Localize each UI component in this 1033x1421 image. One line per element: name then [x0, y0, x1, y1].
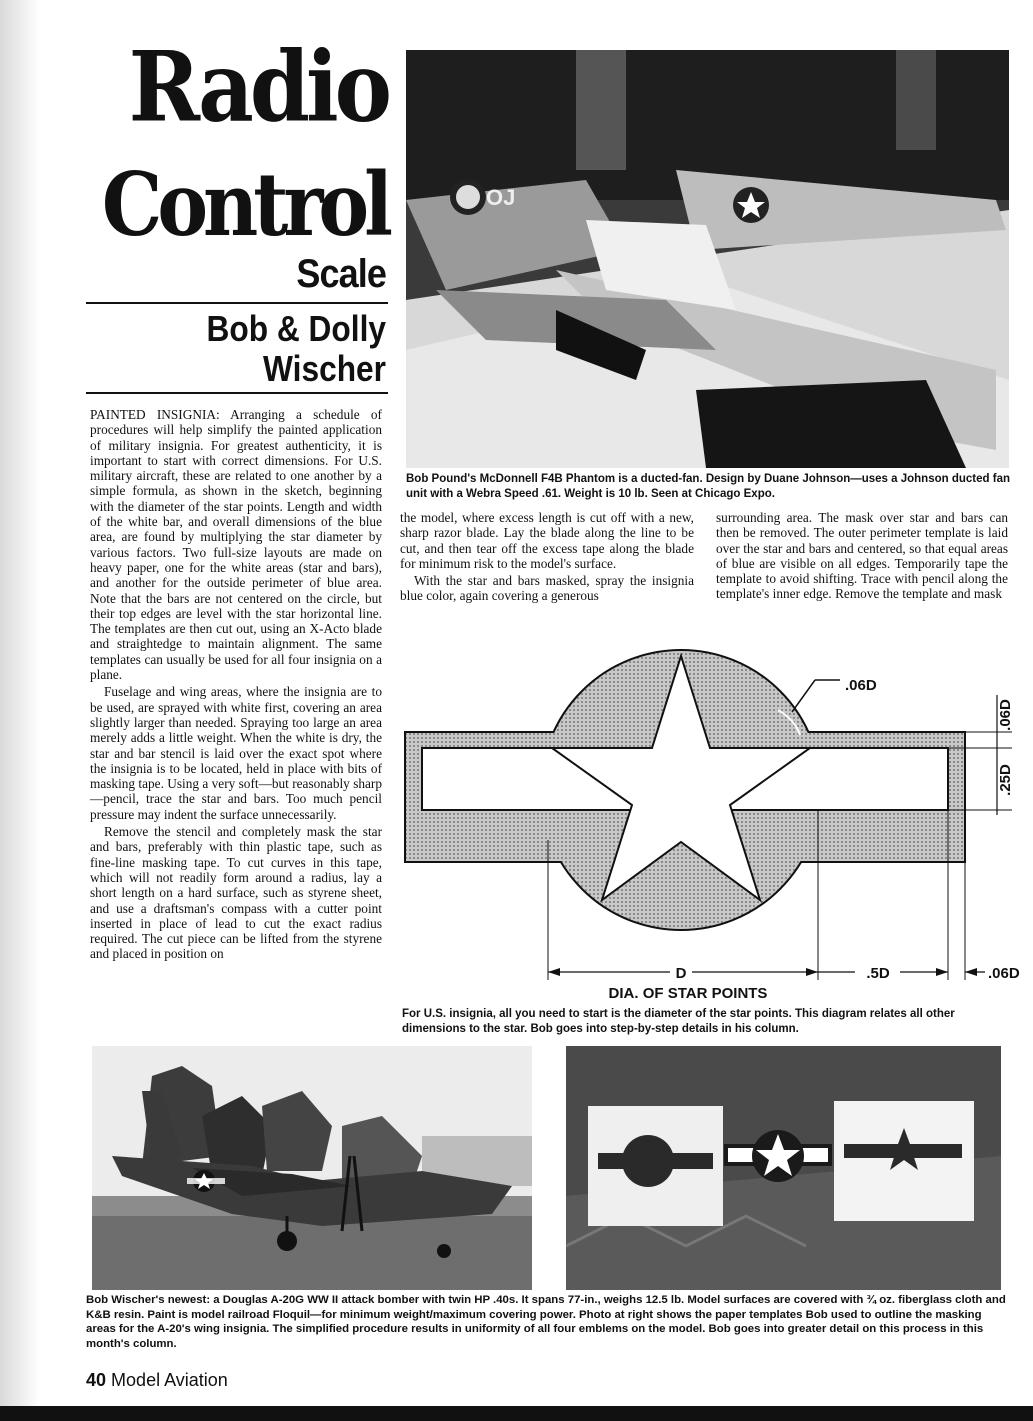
article-column-3	[716, 510, 1008, 604]
insignia-diagram	[400, 640, 1020, 1005]
label-06d-bottom: .06D	[988, 965, 1020, 982]
magazine-name: Model Aviation	[111, 1370, 228, 1390]
label-06d-right: .06D	[997, 699, 1014, 731]
title-rule-top	[86, 302, 388, 304]
title-scale: Scale	[296, 252, 386, 296]
author-line-2: Wischer	[263, 348, 386, 389]
col2-para-2: With the star and bars masked, spray the insignia blue color, again covering a generous	[400, 573, 694, 604]
label-dia-star-points: DIA. OF STAR POINTS	[608, 985, 768, 1002]
col3-para-1: surrounding area. The mask over star and bars can then be removed. The outer perimeter template is laid over the star and bars and centered, so that equal areas of blue are visible on all edges. Temporarily tape the template to avoid shifting. Trace with pencil along the template's inner edge. Remove the template and mask	[716, 510, 1008, 602]
title-rule-bottom	[86, 392, 388, 394]
author-line-1: Bob & Dolly	[206, 308, 386, 349]
label-d: D	[675, 965, 687, 982]
page-edge-shadow	[0, 0, 40, 1421]
title-control: Control	[101, 154, 388, 256]
title-radio: Radio	[128, 31, 388, 145]
bottom-photos-caption: Bob Wischer's newest: a Douglas A-20G WW II attack bomber with twin HP .40s. It spans 77-in., weighs 12.5 lb. Model surfaces are covered with ¾ oz. fiberglass cloth and K&B resin. Paint is model railroad Floquil—for minimum weight/maximum covering power. Photo at right shows the paper templates Bob used to outline the masking areas for the A-20's wing insignia. The simplified procedure results in uniformity of all four emblems on the model. Bob goes into greater detail on this process in this month's column.	[86, 1294, 1006, 1350]
diagram-caption: For U.S. insignia, all you need to start is the diameter of the star points. This diagram relates all other dimensions to the star. Bob goes into step-by-step details in his column.	[402, 1008, 955, 1035]
article-column-2	[400, 510, 694, 606]
page-footer	[86, 1370, 228, 1391]
photo-phantom-graphic	[406, 50, 1009, 468]
col1-para-1: PAINTED INSIGNIA: Arranging a schedule of procedures will help simplify the painted application of military insignia. For greatest authenticity, it is important to start with correct dimensions. For U.S. military aircraft, these are related to one another by a simple formula, as shown in the sketch, beginning with the diameter of the star points. Length and width of the white bar, and overall dimensions of the blue area, are found by multiplying the star diameter by various factors. Two full-size layouts are made on heavy paper, one for the white areas (star and bars), and another for the outside perimeter of blue area. Note that the bars are not centered on the circle, but their top edges are level with the star horizontal line. The templates are then cut out, using an X-Acto blade and straightedge to maintain alignment. The same templates can usually be used for all four insignia on a plane.	[90, 407, 382, 683]
photo-phantom-caption: Bob Pound's McDonnell F4B Phantom is a ducted-fan. Design by Duane Johnson—uses a Johnson ducted fan unit with a Webra Speed .61. Weight is 10 lb. Seen at Chicago Expo.	[406, 473, 1010, 500]
photo-a20-graphic	[92, 1046, 532, 1290]
label-5d: .5D	[866, 965, 890, 982]
article-column-1	[90, 407, 382, 964]
col1-para-2: Fuselage and wing areas, where the insignia are to be used, are sprayed with white first, covering an area slightly larger than needed. Spraying too large an area merely adds a little weight. When the white is dry, the star and bar stencil is laid over the exact spot where the insignia is to be located, held in place with bits of masking tape. Using a very soft—but reasonably sharp—pencil, trace the star and bars. Too much pencil pressure may indent the surface unnecessarily.	[90, 684, 382, 822]
col2-para-1: the model, where excess length is cut off with a new, sharp razor blade. Lay the blade along the line to be cut, and then tear off the excess tape along the blade for minimum risk to the model's surface.	[400, 510, 694, 571]
page-number: 40	[86, 1370, 107, 1390]
photo-templates	[566, 1046, 1001, 1290]
label-06d-top: .06D	[845, 677, 877, 694]
label-25d: .25D	[997, 764, 1014, 796]
photo-templates-graphic	[566, 1046, 1001, 1290]
author-names	[152, 309, 386, 389]
phantom-marking-text: OJ	[486, 185, 516, 210]
insignia-diagram-graphic	[400, 640, 1020, 1005]
photo-a20	[92, 1046, 532, 1290]
photo-phantom	[406, 50, 1009, 468]
col1-para-3: Remove the stencil and completely mask the star and bars, preferably with thin plastic tape, such as fine-line masking tape. To cut curves in this tape, which will not readily form around a radius, lay a short length on a hard surface, such as styrene sheet, and use a draftsman's compass with a cutter point inserted in place of lead to cut the exact radius required. The cut piece can be lifted from the styrene and placed in position on	[90, 824, 382, 962]
page-bottom-edge	[0, 1406, 1033, 1421]
